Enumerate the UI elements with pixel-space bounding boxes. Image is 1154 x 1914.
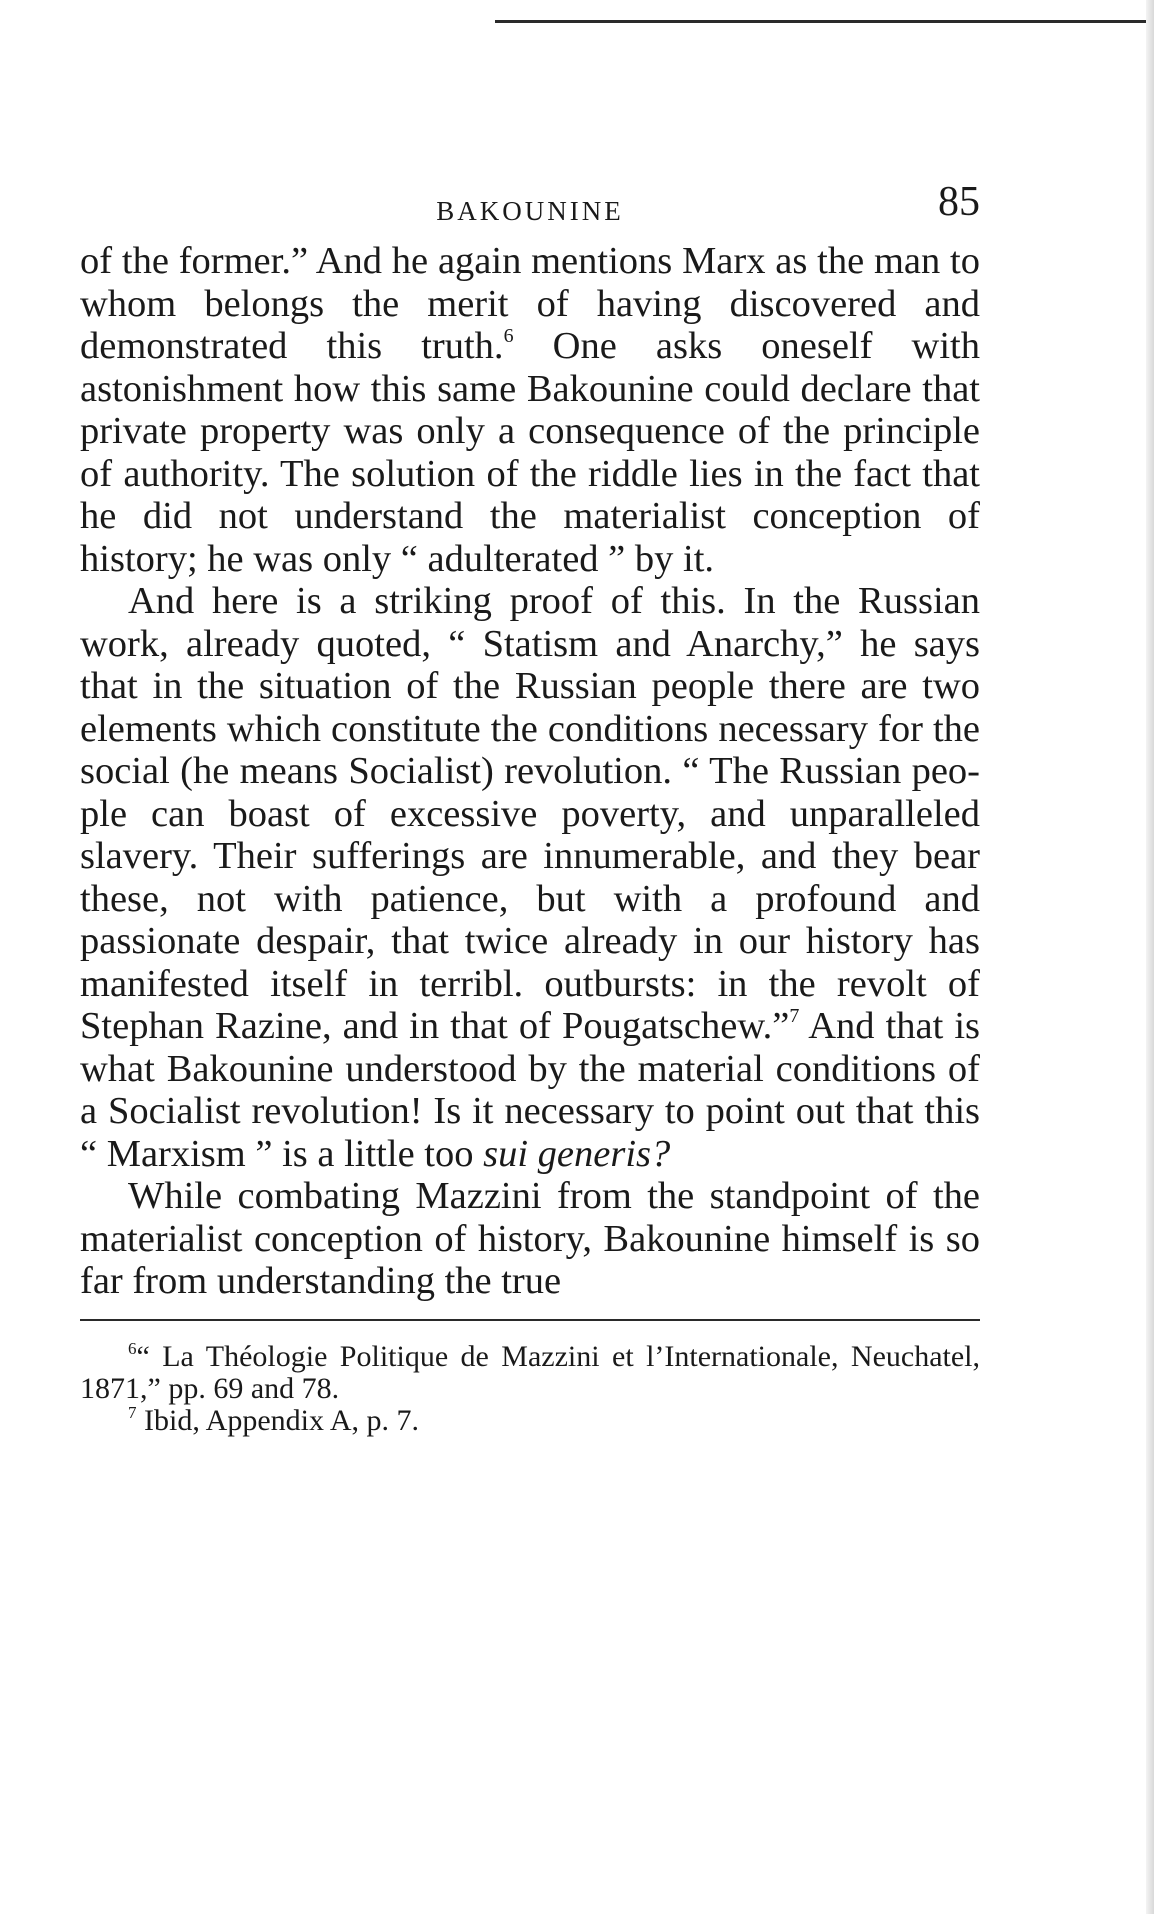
body-text	[80, 240, 980, 1303]
footnote-ref-6[interactable]: 6	[503, 325, 514, 347]
footnote-6-text: “ La Théologie Politique de Mazzini et l’Internationale, Neuchatel, 1871,” pp. 69 and 78.	[80, 1339, 980, 1405]
footnote-marker-7: 7	[128, 1402, 137, 1422]
running-head: BAKOUNINE	[436, 196, 624, 226]
footnote-7	[80, 1402, 980, 1437]
paragraph-2	[80, 580, 980, 1175]
paragraph-3	[80, 1175, 980, 1303]
footnote-divider	[80, 1319, 980, 1321]
paragraph-1-text-a: of the former.” And he again mentions Marx as the man to whom belongs the merit of having discovered and demonstrated this truth.	[80, 240, 980, 367]
paragraph-1-text-b: One asks oneself with astonishment how this same Bakounine could declare that private property was only a consequence of the principle of authority. The solution of the riddle lies in the fact that he did not understand the materialist conception of history; he was only “ adulterated ” by it.	[80, 325, 980, 580]
paragraph-2-text-b: And that is what Bakounine understood by the material conditions of a Socialist revolution! Is it necessary to point out that this “ Marxism ” is a little too	[80, 1005, 980, 1175]
footnote-ref-7[interactable]: 7	[789, 1005, 800, 1027]
page-edge-shadow	[1146, 0, 1154, 1914]
footnotes	[80, 1338, 980, 1437]
paragraph-3-text: While combating Mazzini from the standpoint of the materialist conception of history, Bakounine himself is so far from understanding the true	[80, 1175, 980, 1302]
footnote-6	[80, 1338, 980, 1405]
top-edge-rule	[495, 20, 1154, 23]
book-page	[80, 178, 980, 1437]
page-number: 85	[938, 179, 980, 225]
paragraph-1	[80, 240, 980, 580]
footnote-marker-6: 6	[128, 1338, 137, 1358]
italic-phrase: sui generis?	[483, 1132, 671, 1175]
footnote-7-text: Ibid, Appendix A, p. 7.	[136, 1403, 419, 1437]
page-header	[80, 178, 980, 240]
paragraph-2-text-a: And here is a striking proof of this. In the Russian work, already quoted, “ Statism and Anarchy,” he says that in the situation of the Russian people there are two elements which constitute the conditions necessary for the social (he means Socialist) revolution. “ The Russian people can boast of excessive poverty, and unparalleled slavery. Their sufferings are innumerable, and they bear these, not with patience, but with a profound and passionate despair, that twice already in our history has manifested itself in terribl. outbursts: in the revolt of Stephan Razine, and in that of Pougatschew.”	[80, 580, 980, 1047]
